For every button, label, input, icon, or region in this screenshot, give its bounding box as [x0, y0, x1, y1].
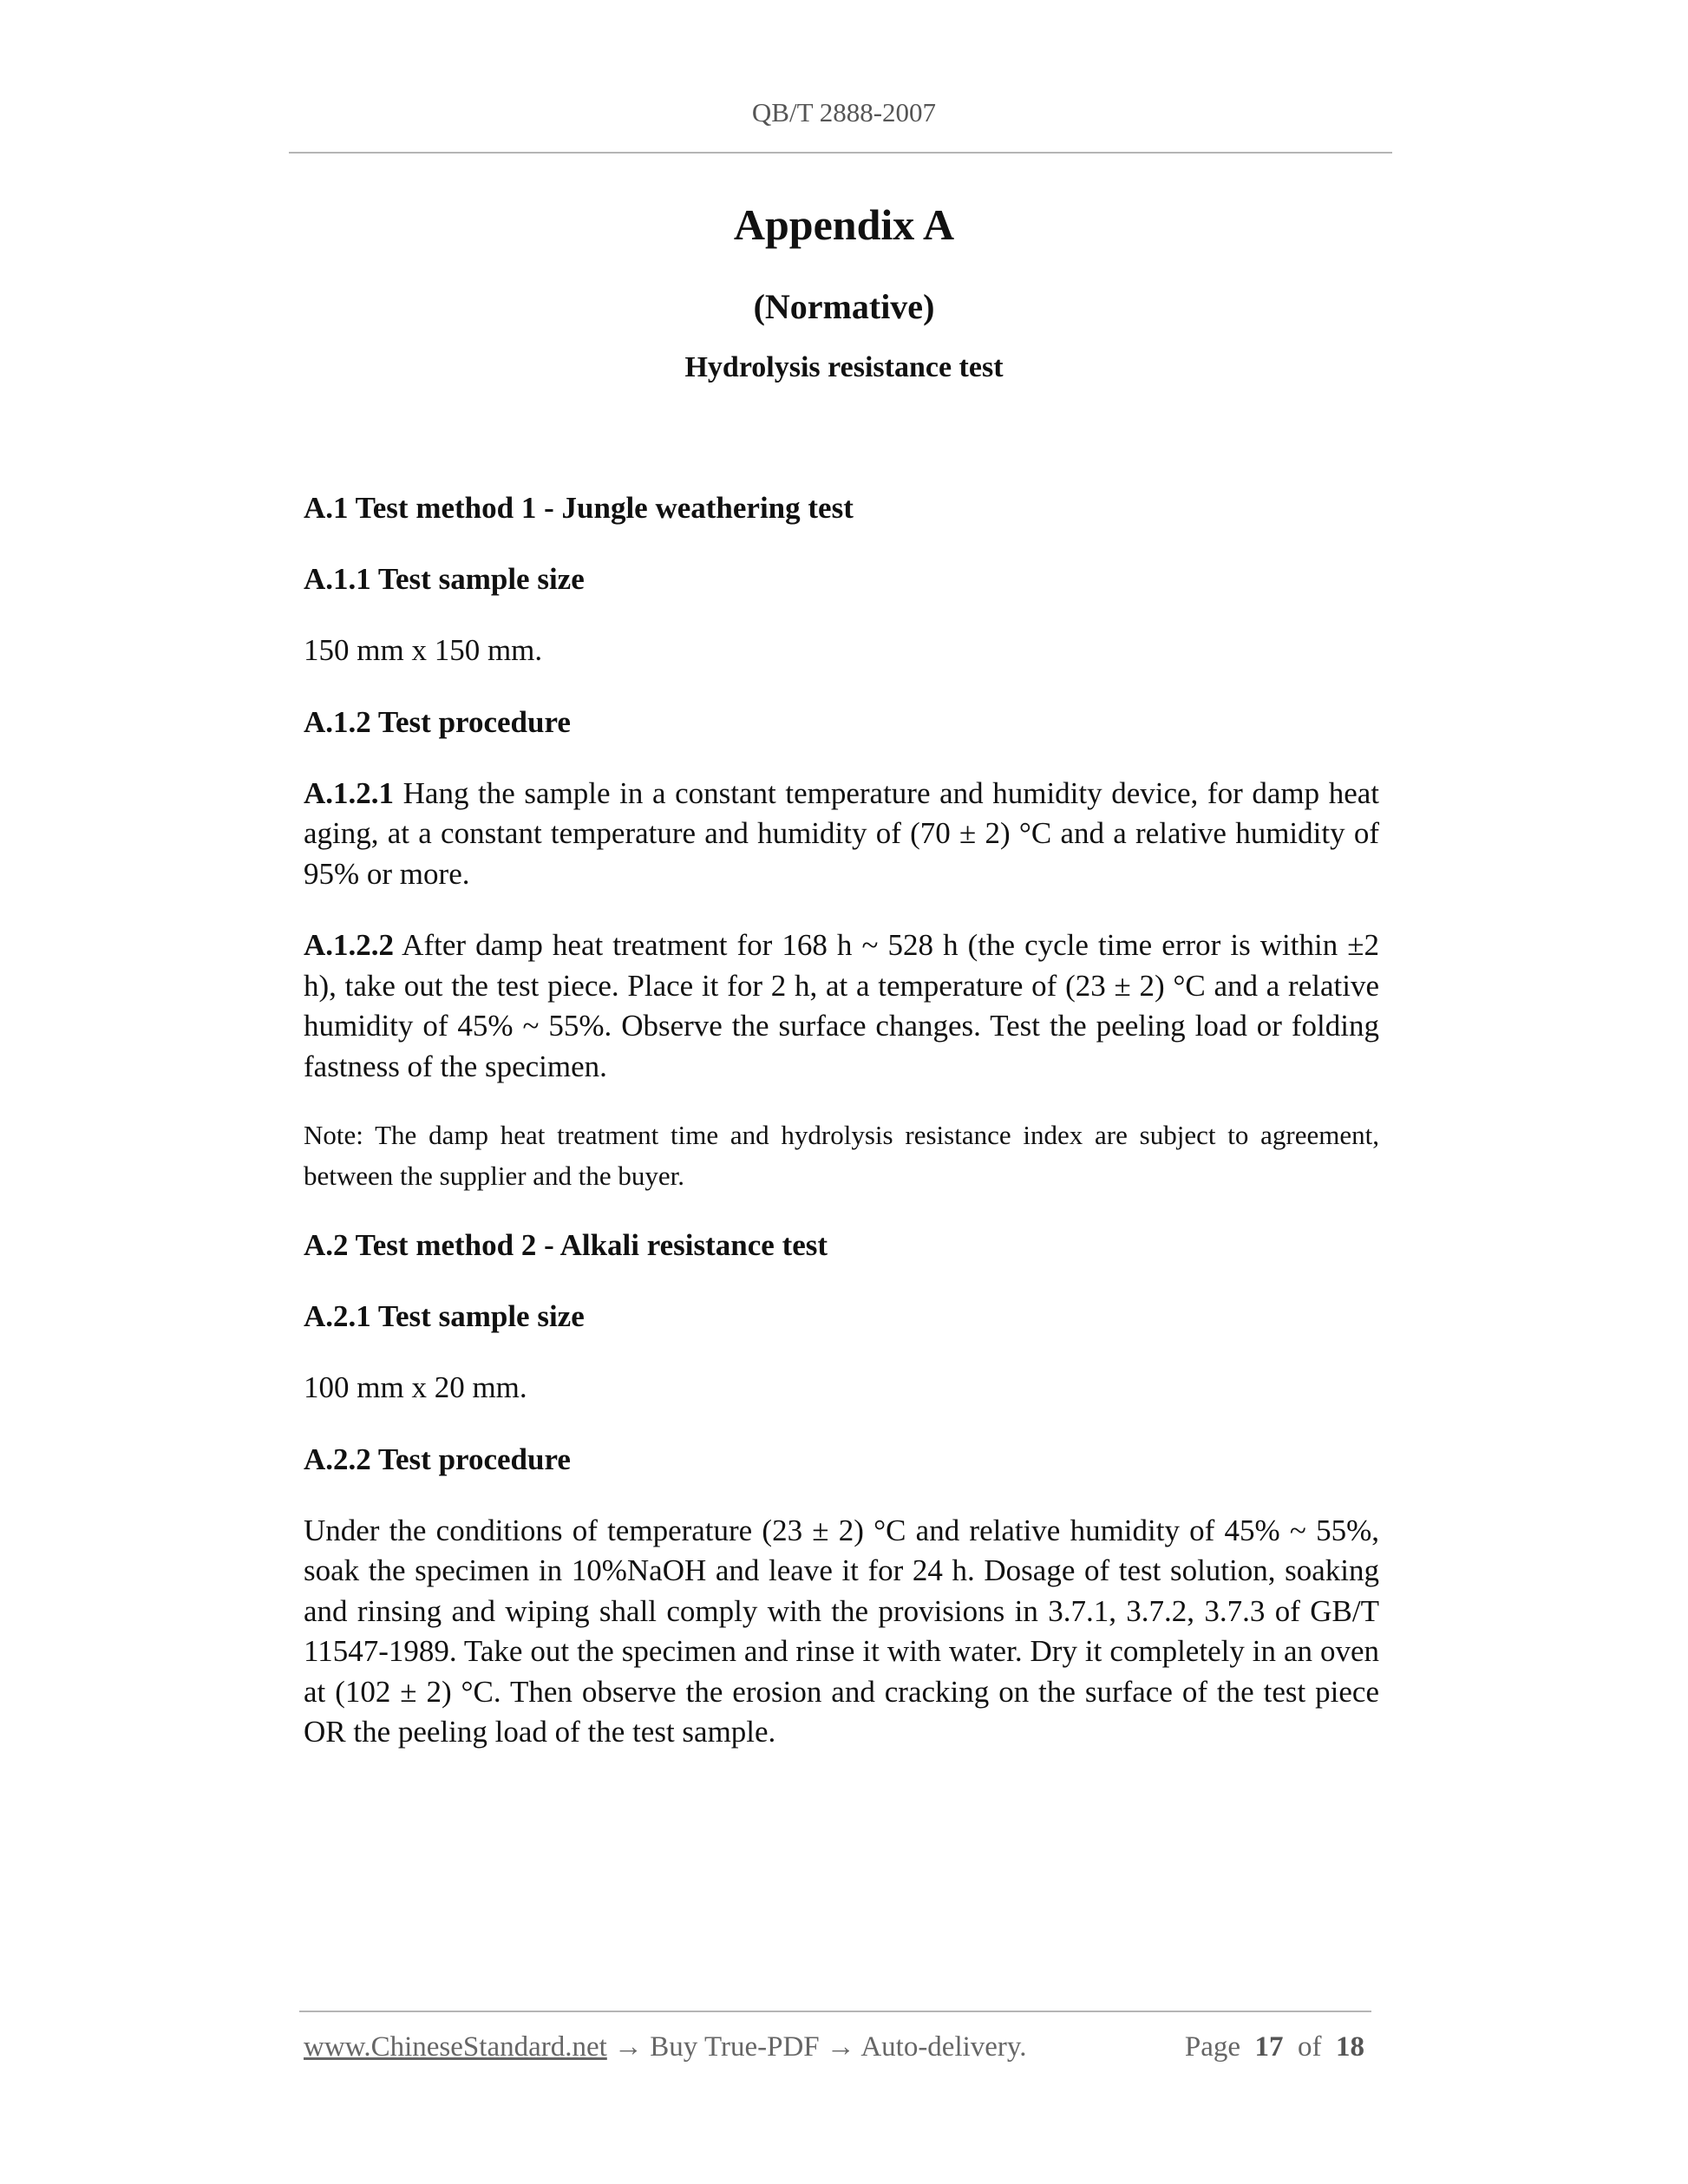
section-a21-heading: A.2.1 Test sample size: [304, 1299, 585, 1333]
section-a11-heading: A.1.1 Test sample size: [304, 562, 585, 596]
section-a21-text: 100 mm x 20 mm.: [304, 1370, 527, 1404]
section-a2-heading: A.2 Test method 2 - Alkali resistance test: [304, 1228, 828, 1262]
appendix-title: Appendix A: [733, 200, 955, 249]
document-code: QB/T 2888-2007: [751, 97, 937, 128]
page-total: 18: [1336, 2031, 1364, 2063]
clause-a121-text: Hang the sample in a constant temperature and humidity device, for damp heat aging, at a constant temperature and humidity of (70 ± 2) °C and a relative humidity of 95% or more.: [304, 775, 1379, 891]
of-label: of: [1298, 2031, 1322, 2063]
page-indicator: [1185, 2031, 1364, 2063]
appendix-topic: Hydrolysis resistance test: [684, 351, 1004, 383]
section-a22-heading: A.2.2 Test procedure: [304, 1442, 571, 1476]
section-a12-heading: A.1.2 Test procedure: [304, 704, 571, 739]
footer-divider: [299, 2011, 1371, 2012]
clause-a121-label: A.1.2.1: [304, 775, 395, 810]
buy-text: Buy True-PDF: [650, 2031, 820, 2063]
page-current: 17: [1254, 2031, 1284, 2063]
clause-a122: [304, 925, 1379, 1087]
arrow-right-icon: →: [826, 2031, 855, 2063]
section-a22-text: Under the conditions of temperature (23 ± 2) °C and relative humidity of 45% ~ 55%, soak the specimen in 10%NaOH and leave it for 24 h. Dosage of test solution, soaking and rinsing and wiping shall comply with the provisions in 3.7.1, 3.7.2, 3.7.3 of GB/T 11547-1989. Take out the specimen and rinse it with water. Dry it completely in an oven at (102 ± 2) °C. Then observe the erosion and cracking on the surface of the test piece OR the peeling load of the test sample.: [304, 1513, 1379, 1749]
note-text: Note: The damp heat treatment time and hydrolysis resistance index are subject to agreement, between the supplier and the buyer.: [304, 1120, 1379, 1191]
clause-a121: [304, 774, 1379, 895]
clause-a122-label: A.1.2.2: [304, 928, 395, 962]
footer-promo: [304, 2031, 1027, 2063]
page-label: Page: [1184, 2031, 1240, 2063]
appendix-type: (Normative): [753, 287, 935, 326]
section-a11-text: 150 mm x 150 mm.: [304, 633, 543, 667]
clause-a122-text: After damp heat treatment for 168 h ~ 528 h (the cycle time error is within ±2 h), take out the test piece. Place it for 2 h, at a temperature of (23 ± 2) °C and a relative humidity of 45% ~ 55%. Observe the surface changes. Test the peeling load or folding fastness of the specimen.: [304, 928, 1379, 1083]
document-body: [304, 488, 1379, 1784]
header-divider: [289, 152, 1392, 154]
arrow-right-icon: →: [614, 2031, 644, 2063]
section-a1-heading: A.1 Test method 1 - Jungle weathering test: [304, 491, 854, 525]
site-link[interactable]: www.ChineseStandard.net: [304, 2031, 607, 2063]
delivery-text: Auto-delivery.: [860, 2031, 1027, 2063]
